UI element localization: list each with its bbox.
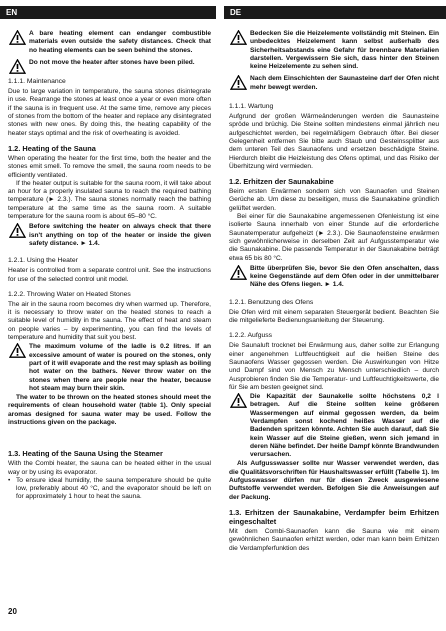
- paragraph-steamer-de: Mit dem Combi-Saunaofen kann die Sauna wie mit einem gewöhnlichen Saunaofen erhitzt werden, oder man kann beim Erhitzen die Verdampferfunktion des: [229, 527, 439, 552]
- warning-do-not-move: [8, 59, 211, 67]
- warning-icon: [230, 75, 247, 90]
- heading-using-heater-de: 1.2.1. Benutzung des Ofens: [229, 298, 314, 306]
- language-bar-english: [0, 6, 216, 19]
- list-item: [8, 477, 211, 502]
- paragraph-throwing-water-de: Die Saunaluft trocknet bei Erwärmung aus, daher sollte zur Erlangung einer angenehmen Luftfeuchtigkeit auf die heißen Steine des Saunaofens Wasser gegossen werden. Die Auswirkungen von Hitze und Dampf sind von Mensch zu Mensch unterschiedlich – durch Ausprobieren finden Sie die Temperatur- und Luftfeuchtigkeitswerte, die für Sie am besten geeignet sind.: [229, 342, 439, 391]
- english-column: [8, 30, 211, 502]
- paragraph-maintenance-de: Aufgrund der großen Wärmeänderungen werden die Saunasteine spröde und brüchig. Die Steine sollten mindestens einmal jährlich neu aufgeschichtet werden, bei regelmäßigem Gebrauch öfter. Bei dieser Gelegenheit entfernen Sie bitte auch Staub und Gesteinssplitter aus dem unteren Teil des Saunaofens und ersetzen beschädigte Steine. Hierdurch bleibt die Heizleistung des Ofens optimal, und das Risiko der Überhitzung wird vermieden.: [229, 113, 439, 170]
- paragraph-water-quality: The water to be thrown on the heated stones should meet the requirements of clean household water (table 1). Only special aromas designed for sauna water may be used. Follow the instructions given on the package.: [8, 394, 211, 426]
- language-bar-german: [224, 6, 446, 19]
- warning-check-heater: [8, 223, 211, 248]
- warning-bare-element-de: [229, 30, 439, 71]
- paragraph-water-quality-de: Als Aufgusswasser sollte nur Wasser verwendet werden, das die Qualitätsvorschriften für Haushaltswasser erfüllt (Tabelle 1). Im Aufgusswasser dürfen nur für diesen Zweck ausgewiesene Duftstoffe verwendet werden. Befolgen Sie die Anweisungen auf der Packung.: [229, 460, 439, 501]
- warning-icon: [230, 265, 247, 280]
- language-label-en: EN: [6, 8, 18, 17]
- warning-text: Nach dem Einschichten der Saunasteine darf der Ofen nicht mehr bewegt werden.: [250, 75, 439, 91]
- warning-check-heater-de: [229, 265, 439, 290]
- warning-ladle-volume-de: [229, 393, 439, 459]
- warning-text: The maximum volume of the ladle is 0.2 litres. If an excessive amount of water is poured on the stones, only part of it will evaporate and the rest may splash as boiling hot water on the bathers. Never throw water on the stones when there are people near the heater, because hot steam may burn their skin.: [29, 343, 211, 392]
- heading-throwing-water: 1.2.2. Throwing Water on Heated Stones: [8, 290, 131, 298]
- warning-icon: [230, 393, 247, 408]
- warning-icon: [9, 30, 26, 45]
- heading-maintenance: 1.1.1. Maintenance: [8, 78, 66, 86]
- paragraph-first-heating-de: Beim ersten Erwärmen sondern sich von Saunaofen und Steinen Gerüche ab. Um diese zu beseitigen, muss die Saunakabine gründlich gelüftet werden.: [229, 188, 439, 212]
- paragraph-steamer: With the Combi heater, the sauna can be heated either in the usual way or by using its evaporator.: [8, 460, 211, 476]
- paragraph-using-heater-de: Die Ofen wird mit einem separaten Steuergerät bedient. Beachten Sie die mitgelieferte Bedienungsanleitung der Steuerung.: [229, 308, 439, 325]
- warning-icon: [9, 59, 26, 74]
- warning-text: A bare heating element can endanger combustible materials even outside the safety distances. Check that no heating elements can be seen behind the stones.: [29, 30, 211, 54]
- warning-do-not-move-de: [229, 75, 439, 92]
- warning-text: Bedecken Sie die Heizelemente vollständig mit Steinen. Ein unbedecktes Heizelement kann selbst außerhalb des Sicherheitsabstands eine Gefahr für brennbare Materialien darstellen. Vergewissern Sie sich, dass hinter den Steinen keine Heizelemente zu sehen sind.: [250, 30, 439, 71]
- paragraph-throwing-water: The air in the sauna room becomes dry when warmed up. Therefore, it is necessary to throw water on the heated stones to reach a suitable level of humidity in the sauna. The effect of heat and steam on people varies – by experimenting, you can find the levels of temperature and humidity that suit you best.: [8, 300, 211, 342]
- heading-heating-sauna: 1.2. Heating of the Sauna: [8, 143, 96, 153]
- paragraph-using-heater: Heater is controlled from a separate control unit. See the instructions for use of the selected control unit model.: [8, 267, 211, 283]
- warning-icon: [9, 223, 26, 238]
- paragraph-heater-output-de: Bei einer für die Saunakabine angemessenen Ofenleistung ist eine isolierte Sauna innerhalb von einer Stunde auf die erforderliche Saunatemperatur aufgeheizt (► 2.3.). Die Saunaofensteine erwärmen sich gewöhnlicherweise in derselben Zeit auf Aufgusstemperatur wie die Saunakabine. Die passende Temperatur in der Saunakabine beträgt etwa 65 bis 80 °C.: [229, 213, 439, 262]
- warning-text: Do not move the heater after stones have been piled.: [29, 58, 195, 66]
- paragraph-heater-output: If the heater output is suitable for the sauna room, it will take about an hour for a properly insulated sauna to reach the required bathing temperature (► 2.3.). The sauna stones normally reach the bathing temperature at the same time as the sauna room. A suitable temperature for the sauna room is about 65–80 °C.: [8, 179, 211, 221]
- warning-icon: [230, 30, 247, 45]
- heading-maintenance-de: 1.1.1. Wartung: [229, 103, 274, 111]
- list-item-text: To ensure ideal humidity, the sauna temperature should be quite low, preferably about 40 °C, and the evaporator should be left on for approximately 1 hour to heat the sauna.: [16, 476, 211, 501]
- language-label-de: DE: [230, 8, 242, 17]
- heading-throwing-water-de: 1.2.2. Aufguss: [229, 332, 273, 340]
- german-column: [229, 30, 439, 559]
- warning-text: Bitte überprüfen Sie, bevor Sie den Ofen anschalten, dass keine Gegenstände auf dem Ofen oder in der unmittelbarer Nähe des Ofens liegen. ► 1.4.: [250, 264, 439, 289]
- paragraph-maintenance: Due to large variation in temperature, the sauna stones disintegrate in use. Rearrange the stones at least once a year or even more often if the sauna is in frequent use. At the same time, remove any pieces of stones from the bottom of the heater and replace any disintegrated stones with new ones. By doing this, the heating capability of the heater stays optimal and the risk of overheating is avoided.: [8, 88, 211, 137]
- warning-icon: [9, 343, 26, 358]
- heading-steamer: 1.3. Heating of the Sauna Using the Steamer: [8, 449, 163, 459]
- page-number: 20: [8, 607, 17, 616]
- paragraph-first-heating: When operating the heater for the first time, both the heater and the stones emit smell. To remove the smell, the sauna room needs to be efficiently ventilated.: [8, 154, 211, 179]
- heading-steamer-de: 1.3. Erhitzen der Saunakabine, Verdampfer beim Erhitzen eingeschaltet: [229, 507, 439, 526]
- heading-heating-sauna-de: 1.2. Erhitzen der Saunakabine: [229, 177, 334, 187]
- warning-ladle-volume: [8, 343, 211, 393]
- warning-bare-element: [8, 30, 211, 55]
- heading-using-heater: 1.2.1. Using the Heater: [8, 257, 78, 265]
- bullet-icon: •: [8, 476, 11, 484]
- warning-text: Before switching the heater on always check that there isn't anything on top of the heater or inside the given safety distance. ► 1.4.: [29, 223, 211, 247]
- warning-text: Die Kapazität der Saunakelle sollte höchstens 0,2 l betragen. Auf die Steine sollten keine größeren Wassermengen auf einmal gegossen werden, da beim Verdampfen sonst kochend heißes Wasser auf die Badenden spritzen könnte. Achten Sie auch darauf, daß Sie kein Wasser auf die Steine gießen, wenn sich jemand in deren Nähe befindet. Der heiße Dampf könnte Brandwunden verursachen.: [250, 393, 439, 459]
